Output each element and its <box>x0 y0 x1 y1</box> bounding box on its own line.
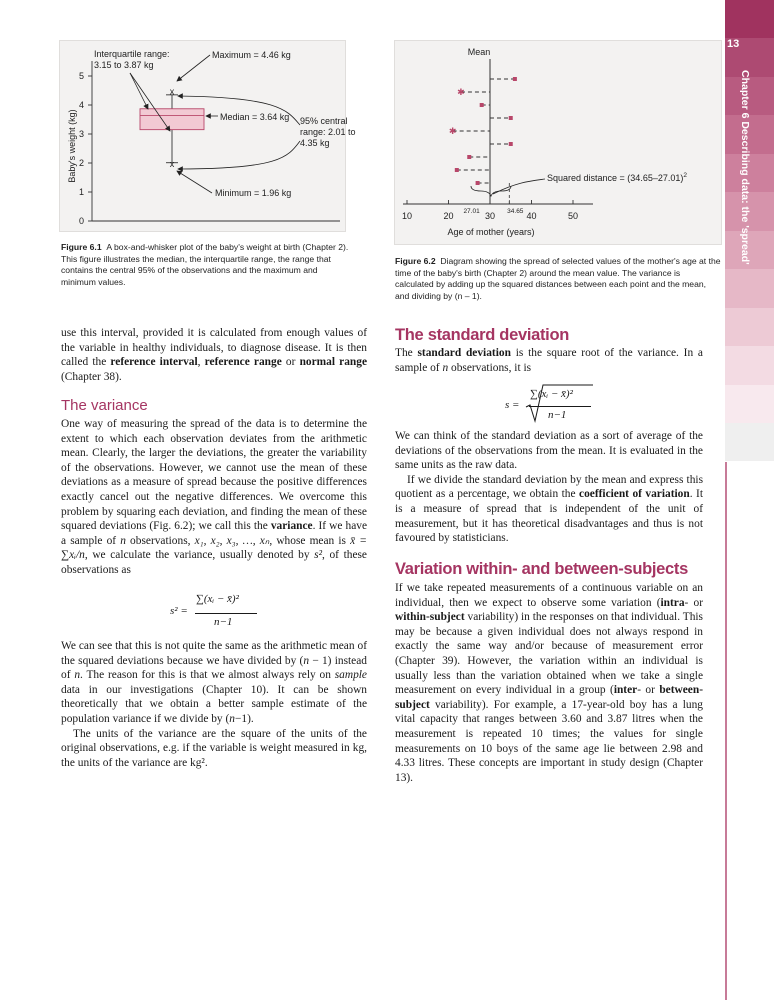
x-axis-label: Age of mother (years) <box>447 227 535 237</box>
range-annotation-line1: 95% central <box>300 116 348 126</box>
x-tick-label: 30 <box>484 211 496 221</box>
caption-label: Figure 6.1 <box>61 242 102 252</box>
page-number: 13 <box>727 38 740 50</box>
minimum-marker: x <box>169 159 175 170</box>
figure-6-1-caption <box>61 242 351 288</box>
y-tick-label: 1 <box>78 187 84 197</box>
variation-heading: Variation within- and between-subjects <box>395 560 688 578</box>
data-point <box>467 155 471 159</box>
variance-heading: The variance <box>61 397 148 414</box>
variance-paragraph-2: We can see that this is not quite the same as the arithmetic mean of the squared deviations because we have divided by (n − 1) instead of n. The reason for this is that we almost always rely on sample data in our investigations (Chapter 10). It can be shown theoretically that we obtain a better sample estimate of the population variance if we divide by (n−1). The units of the variance are the square of the units of the original observations, e.g. if the variable is weight measured in kg, the units of the variance are kg². <box>61 640 367 769</box>
strip-segment <box>725 269 774 307</box>
tick-34-label: 34.65 <box>507 208 524 215</box>
caption-text: Diagram showing the spread of selected values of the mother's age at the time of the baby's birth (Chapter 2) around the mean value. The variance is calculated by adding up the squared distances between each point and the mean, and dividing by (n – 1). <box>395 256 721 301</box>
strip-border <box>725 462 727 1000</box>
sd-formula: s = ∑(xᵢ − x̄)² n−1 <box>505 383 615 425</box>
intro-paragraph: use this interval, provided it is calculated from enough values of the variable in healthy individuals, to diagnose disease. It is then called the reference interval, reference range or normal range (Chapter 38). <box>61 327 368 383</box>
mean-label: Mean <box>467 47 491 57</box>
range-arrow-bottom <box>178 141 300 169</box>
squared-distance-annotation: Squared distance = $(34.65-27.01)^2$ <box>547 172 687 183</box>
y-tick-label: 0 <box>78 216 84 226</box>
variation-paragraph: If we take repeated measurements of a continuous variable on an individual, then we expect to observe some variation (intra- or within-subject variability) in the responses on that individual. This may be because a given individual does not always respond in exactly the same way and/or because of measurement error (Chapter 39). However, the variation within an individual is usually less than the variation obtained when we take a single measurement on every individual in a group (inter- or between-subject variability). For example, a 17-year-old boy has a lung vital capacity that ranges between 3.60 and 3.87 litres when the measurement is repeated 10 times; the values for single measurements on 10 boys of the same age lie between 2.98 and 4.33 litres. These concepts are important in study design (Chapter 13). <box>395 582 703 784</box>
figure-6-1 <box>59 40 356 232</box>
distance-arrow <box>493 179 545 194</box>
data-point <box>509 116 513 120</box>
brace <box>471 186 511 196</box>
caption-text: A box-and-whisker plot of the baby's weight at birth (Chapter 2). This figure illustrates the median, the interquartile range, the range that contains the central 95% of the observations and the maximum and minimum values. <box>61 242 349 287</box>
data-point <box>480 103 484 107</box>
data-point: ✱ <box>457 87 465 97</box>
y-tick-label: 4 <box>78 100 84 110</box>
min-annotation: Minimum = 1.96 kg <box>215 188 292 198</box>
y-axis-label: Baby's weight (kg) <box>67 109 77 183</box>
box-whisker-plot <box>60 41 356 231</box>
y-tick-label: 3 <box>78 129 84 139</box>
min-arrow <box>177 171 212 193</box>
figure-6-2 <box>394 40 722 245</box>
variance-paragraph-1: One way of measuring the spread of the data is to determine the extent to which each observation deviates from the arithmetic mean. Clearly, the larger the deviations, the greater the variability of the observations. However, we cannot use the mean of these deviations as a measure of spread because the positive differences exactly cancel out the negative differences. We overcome this problem by squaring each deviation, and finding the mean of these squared deviations (Fig. 6.2); we call this the variance. If we have a sample of n observations, x₁, x₂, x₃, …, xₙ, whose mean is x̄ = ∑xᵢ/n, we calculate the variance, usually denoted by s², of these observations as <box>61 418 368 576</box>
strip-segment <box>725 0 774 38</box>
strip-segment <box>725 346 774 384</box>
strip-segment <box>725 308 774 346</box>
data-point <box>509 142 513 146</box>
maximum-marker: x <box>169 86 175 97</box>
max-arrow <box>177 55 210 81</box>
iqr-annotation-line2: 3.15 to 3.87 kg <box>94 60 154 70</box>
median-annotation: Median = 3.64 kg <box>220 112 290 122</box>
data-point <box>455 168 459 172</box>
data-point <box>513 77 517 81</box>
spread-diagram <box>395 41 721 244</box>
chapter-side-title: Chapter 6 Describing data: the 'spread' <box>739 70 751 265</box>
strip-segment <box>725 423 774 461</box>
figure-6-2-caption <box>395 256 721 302</box>
max-annotation: Maximum = 4.46 kg <box>212 50 291 60</box>
x-tick-label: 50 <box>567 211 579 221</box>
range-annotation-line2: range: 2.01 to <box>300 127 356 137</box>
sd-paragraph-1: The standard deviation is the square root of the variance. In a sample of n observations, it is <box>395 347 703 374</box>
y-tick-label: 2 <box>78 158 84 168</box>
iqr-annotation-line1: Interquartile range: <box>94 49 170 59</box>
x-tick-label: 20 <box>443 211 454 221</box>
x-tick-label: 40 <box>526 211 537 221</box>
iqr-arrow-a <box>130 73 148 109</box>
data-point <box>476 181 480 185</box>
variance-formula: s² = ∑(xᵢ − x̄)² n−1 <box>170 592 270 632</box>
y-tick-label: 5 <box>78 71 84 81</box>
data-point: ✱ <box>448 126 457 136</box>
iqr-box <box>140 109 204 130</box>
strip-segment <box>725 385 774 423</box>
caption-label: Figure 6.2 <box>395 256 436 266</box>
sd-heading: The standard deviation <box>395 326 570 344</box>
tick-27-label: 27.01 <box>463 208 480 215</box>
x-tick-label: 10 <box>401 211 413 221</box>
sd-paragraph-2: We can think of the standard deviation as a sort of average of the deviations of the observations from the mean. It is evaluated in the same units as the raw data. If we divide the standard deviation by the mean and express this quotient as a percentage, we obtain the coefficient of variation. It is a measure of spread that is independent of the unit of measurement, but it has theoretical disadvantages and thus is not favoured by statisticians. <box>395 430 703 545</box>
range-annotation-line3: 4.35 kg <box>300 138 330 148</box>
